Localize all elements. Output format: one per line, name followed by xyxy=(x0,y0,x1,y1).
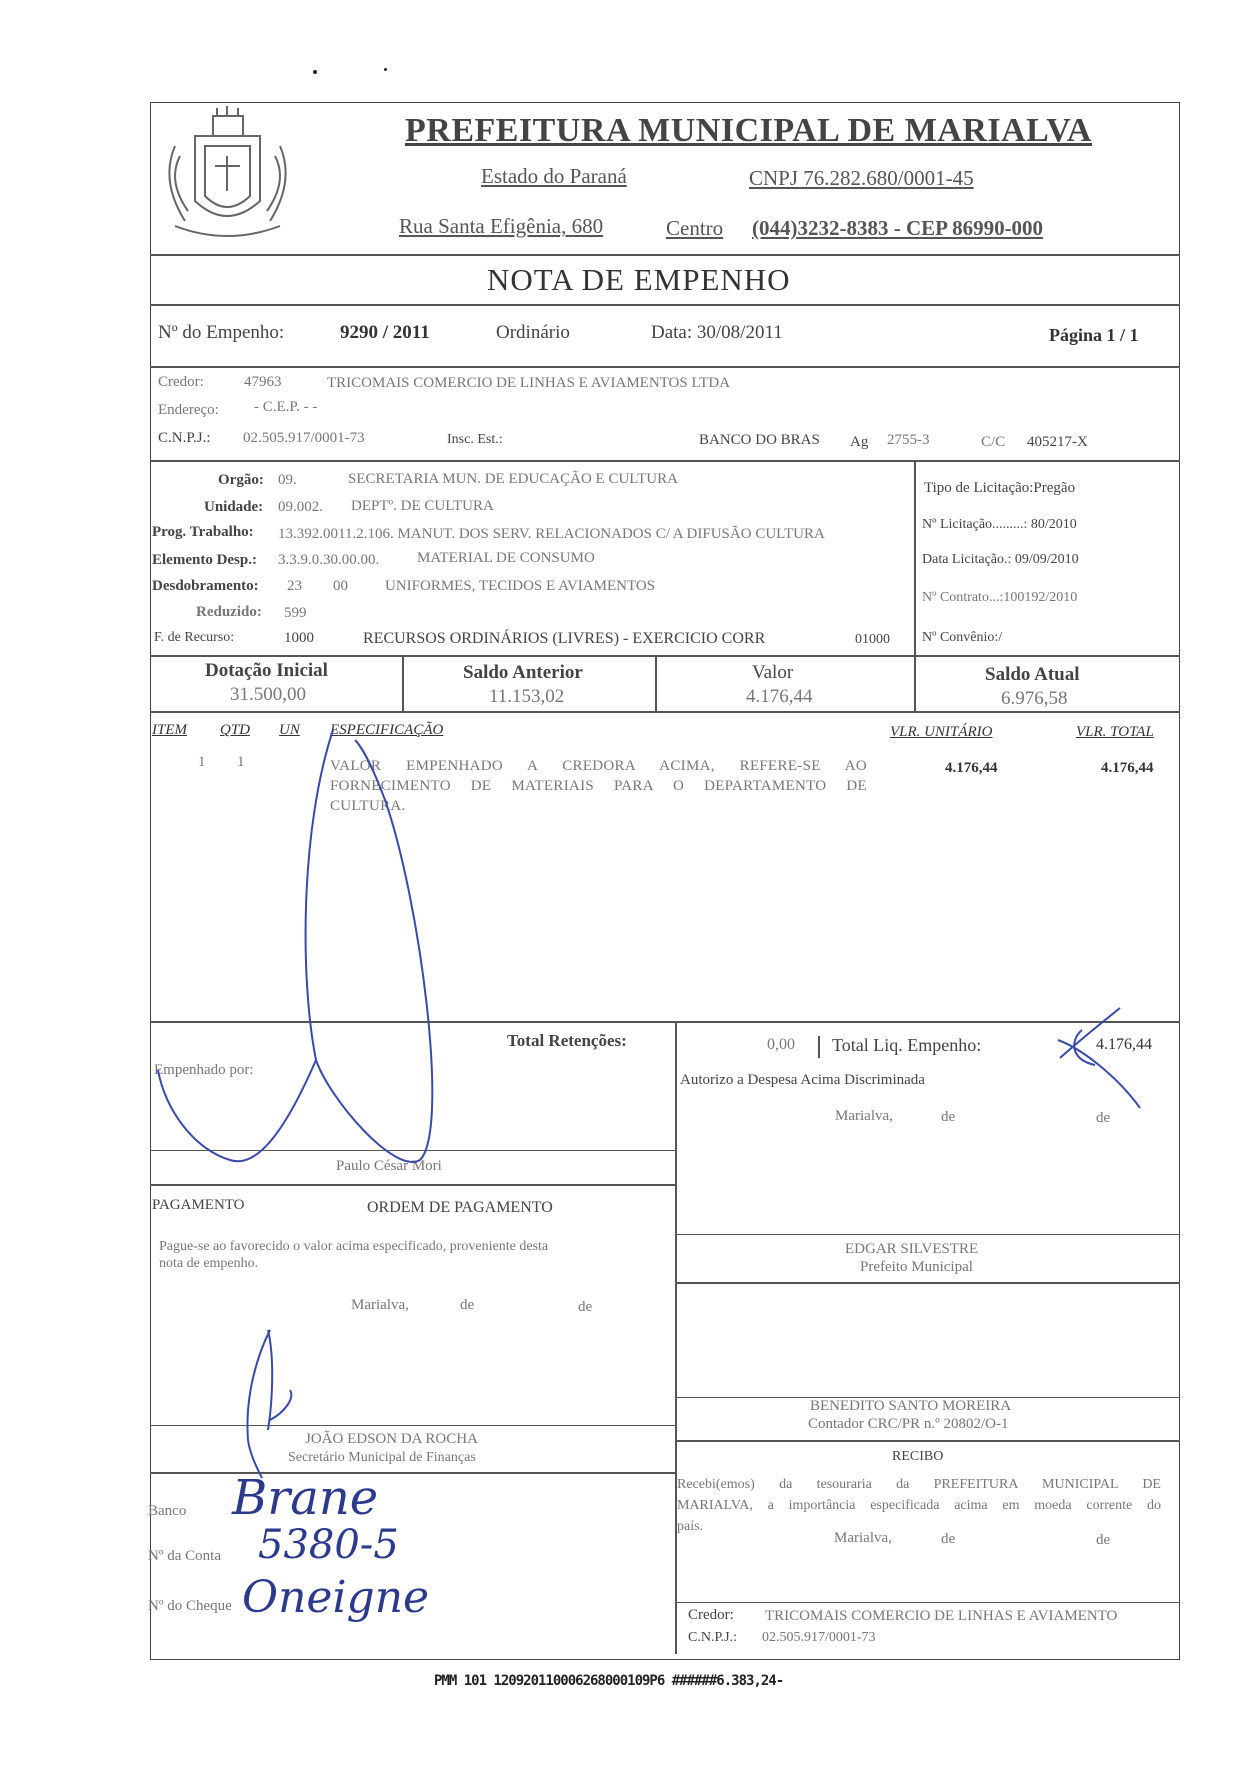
recibo-de-2: de xyxy=(1096,1532,1111,1548)
total-check-mark xyxy=(1058,1008,1140,1108)
desdobramento-code2: 00 xyxy=(333,578,348,594)
banco-handwritten: Brane xyxy=(232,1470,379,1526)
empenhado-signature xyxy=(158,730,432,1162)
cc-label: C/C xyxy=(981,434,1006,450)
phone-cep-label: (044)3232-8383 - CEP 86990-000 xyxy=(752,216,1044,240)
reduzido-value: 599 xyxy=(284,605,307,621)
secretario-signature xyxy=(247,1330,291,1478)
licitacao-contrato: Nº Contrato...:100192/2010 xyxy=(922,590,1078,605)
col-item: ITEM xyxy=(152,722,187,738)
unidade-label: Unidade: xyxy=(204,499,264,515)
conta-handwritten: 5380-5 xyxy=(258,1522,399,1568)
ordem-pagamento-label: ORDEM DE PAGAMENTO xyxy=(367,1199,553,1216)
autorizo-local: Marialva, xyxy=(835,1108,893,1124)
state-label: Estado do Paraná xyxy=(481,164,627,188)
spec-line-2: FORNECIMENTO DE MATERIAIS PARA O DEPARTAMENTO DE xyxy=(330,778,867,794)
pagamento-de-1: de xyxy=(460,1297,475,1313)
licitacao-tipo: Tipo de Licitação:Pregão xyxy=(924,480,1076,496)
valor-label: Valor xyxy=(752,662,794,683)
fonte-code: 1000 xyxy=(284,630,314,646)
autorizo-de-2: de xyxy=(1096,1110,1111,1126)
orgao-code: 09. xyxy=(278,472,297,488)
empenhado-por-name: Paulo César Mori xyxy=(336,1158,442,1174)
cheque-label: Nº do Cheque xyxy=(148,1598,232,1614)
spec-line-1: VALOR EMPENHADO A CREDORA ACIMA, REFERE-SE AO xyxy=(330,758,867,774)
agencia-label: Ag xyxy=(850,434,869,450)
credor-name: TRICOMAIS COMERCIO DE LINHAS E AVIAMENTOS LTDA xyxy=(327,375,731,391)
pagamento-local: Marialva, xyxy=(351,1297,409,1313)
fonte-label: F. de Recurso: xyxy=(154,630,235,645)
fonte-code2: 01000 xyxy=(855,632,890,647)
recibo-credor: TRICOMAIS COMERCIO DE LINHAS E AVIAMENTO xyxy=(765,1608,1118,1624)
recibo-title: RECIBO xyxy=(892,1449,944,1464)
contador-name: BENEDITO SANTO MOREIRA xyxy=(810,1398,1012,1414)
retencoes-label: Total Retenções: xyxy=(507,1031,627,1050)
agencia-value: 2755-3 xyxy=(887,432,930,448)
conta-label: Nº da Conta xyxy=(148,1548,221,1564)
liquido-value: 4.176,44 xyxy=(1096,1036,1152,1053)
orgao-name: SECRETARIA MUN. DE EDUCAÇÃO E CULTURA xyxy=(348,471,678,487)
valor-value: 4.176,44 xyxy=(746,686,813,707)
banco-name: BANCO DO BRAS xyxy=(699,432,820,448)
elemento-code: 3.3.9.0.30.00.00. xyxy=(278,552,380,568)
pagamento-de-2: de xyxy=(578,1299,593,1315)
dotacao-inicial-value: 31.500,00 xyxy=(230,684,306,705)
licitacao-data: Data Licitação.: 09/09/2010 xyxy=(922,552,1079,567)
secretario-name: JOÃO EDSON DA ROCHA xyxy=(305,1431,478,1447)
footer-code: PMM 101 120920110006268000109P6 ######6.383,24- xyxy=(434,1673,784,1689)
cc-value: 405217-X xyxy=(1027,434,1088,450)
elemento-name: MATERIAL DE CONSUMO xyxy=(417,550,595,566)
credor-label: Credor: xyxy=(158,374,204,390)
unidade-code: 09.002. xyxy=(278,499,323,515)
recibo-line-3: país. xyxy=(677,1519,704,1534)
contador-role: Contador CRC/PR n.º 20802/O-1 xyxy=(808,1416,1009,1432)
pagamento-text-1: Pague-se ao favorecido o valor acima especificado, proveniente desta xyxy=(159,1239,549,1254)
desdobramento-name: UNIFORMES, TECIDOS E AVIAMENTOS xyxy=(385,578,656,594)
col-qtd: QTD xyxy=(220,722,251,738)
recibo-local: Marialva, xyxy=(834,1530,892,1546)
row-total: 4.176,44 xyxy=(1101,760,1154,776)
insc-label: Insc. Est.: xyxy=(447,432,503,447)
cnpj-credor: 02.505.917/0001-73 xyxy=(243,430,365,446)
saldo-atual-label: Saldo Atual xyxy=(985,664,1080,685)
autorizo-text: Autorizo a Despesa Acima Discriminada xyxy=(680,1072,925,1088)
empenho-date: Data: 30/08/2011 xyxy=(651,322,783,343)
elemento-label: Elemento Desp.: xyxy=(152,552,257,568)
credor-code: 47963 xyxy=(244,374,282,390)
autorizo-de-1: de xyxy=(941,1109,956,1125)
secretario-role: Secretário Municipal de Finanças xyxy=(288,1450,476,1465)
district-label: Centro xyxy=(666,216,724,240)
recibo-credor-label: Credor: xyxy=(688,1607,734,1623)
unidade-name: DEPTº. DE CULTURA xyxy=(351,498,494,514)
dotacao-inicial-label: Dotação Inicial xyxy=(205,660,328,681)
retencoes-value: 0,00 xyxy=(767,1036,795,1053)
banco-label: Banco xyxy=(148,1503,187,1519)
endereco-label: Endereço: xyxy=(158,402,219,418)
empenho-number-label: Nº do Empenho: xyxy=(158,322,285,343)
col-vlr-total: VLR. TOTAL xyxy=(1076,724,1154,740)
licitacao-numero: Nº Licitação.........: 80/2010 xyxy=(922,517,1077,532)
saldo-atual-value: 6.976,58 xyxy=(1001,688,1068,709)
recibo-cnpj: 02.505.917/0001-73 xyxy=(762,1630,876,1645)
col-especificacao: ESPECIFICAÇÃO xyxy=(330,722,444,738)
orgao-label: Orgão: xyxy=(218,472,264,488)
col-un: UN xyxy=(279,722,300,738)
liquido-label: Total Liq. Empenho: xyxy=(832,1035,982,1055)
cnpj-credor-label: C.N.P.J.: xyxy=(158,430,211,446)
prog-value: 13.392.0011.2.106. MANUT. DOS SERV. RELACIONADOS C/ A DIFUSÃO CULTURA xyxy=(278,526,825,542)
endereco-value: - C.E.P. - - xyxy=(254,399,318,415)
desdobramento-code: 23 xyxy=(287,578,302,594)
fonte-name: RECURSOS ORDINÁRIOS (LIVRES) - EXERCICIO CORR xyxy=(363,630,766,647)
recibo-de-1: de xyxy=(941,1531,956,1547)
prog-label: Prog. Trabalho: xyxy=(152,524,254,540)
saldo-anterior-value: 11.153,02 xyxy=(489,686,565,707)
empenho-number: 9290 / 2011 xyxy=(340,322,430,343)
licitacao-convenio: Nº Convênio:/ xyxy=(922,630,1003,645)
pagamento-label: PAGAMENTO xyxy=(152,1197,245,1213)
row-unitario: 4.176,44 xyxy=(945,760,998,776)
pagamento-text-2: nota de empenho. xyxy=(159,1256,259,1271)
reduzido-label: Reduzido: xyxy=(196,604,262,620)
cheque-handwritten: Oneigne xyxy=(242,1572,430,1623)
spec-line-3: CULTURA. xyxy=(330,798,406,814)
saldo-anterior-label: Saldo Anterior xyxy=(463,662,583,683)
prefeito-role: Prefeito Municipal xyxy=(860,1259,973,1275)
empenho-type: Ordinário xyxy=(496,322,570,343)
row-qtd: 1 xyxy=(237,754,245,770)
empenhado-por-label: Empenhado por: xyxy=(154,1062,254,1078)
col-vlr-unitario: VLR. UNITÁRIO xyxy=(890,724,993,740)
recibo-cnpj-label: C.N.P.J.: xyxy=(688,1630,738,1645)
recibo-line-2: MARIALVA, a importância especificada acima em moeda corrente do xyxy=(677,1498,1161,1513)
row-item: 1 xyxy=(198,754,206,770)
cnpj-label: CNPJ 76.282.680/0001-45 xyxy=(749,166,974,190)
page-number: Página 1 / 1 xyxy=(1049,325,1139,345)
desdobramento-label: Desdobramento: xyxy=(152,578,259,594)
doc-title: NOTA DE EMPENHO xyxy=(487,262,791,297)
prefeitura-title: PREFEITURA MUNICIPAL DE MARIALVA xyxy=(405,112,1092,149)
prefeito-name: EDGAR SILVESTRE xyxy=(845,1241,979,1257)
address-label: Rua Santa Efigênia, 680 xyxy=(399,214,604,238)
recibo-line-1: Recebi(emos) da tesouraria da PREFEITURA MUNICIPAL DE xyxy=(677,1477,1161,1492)
